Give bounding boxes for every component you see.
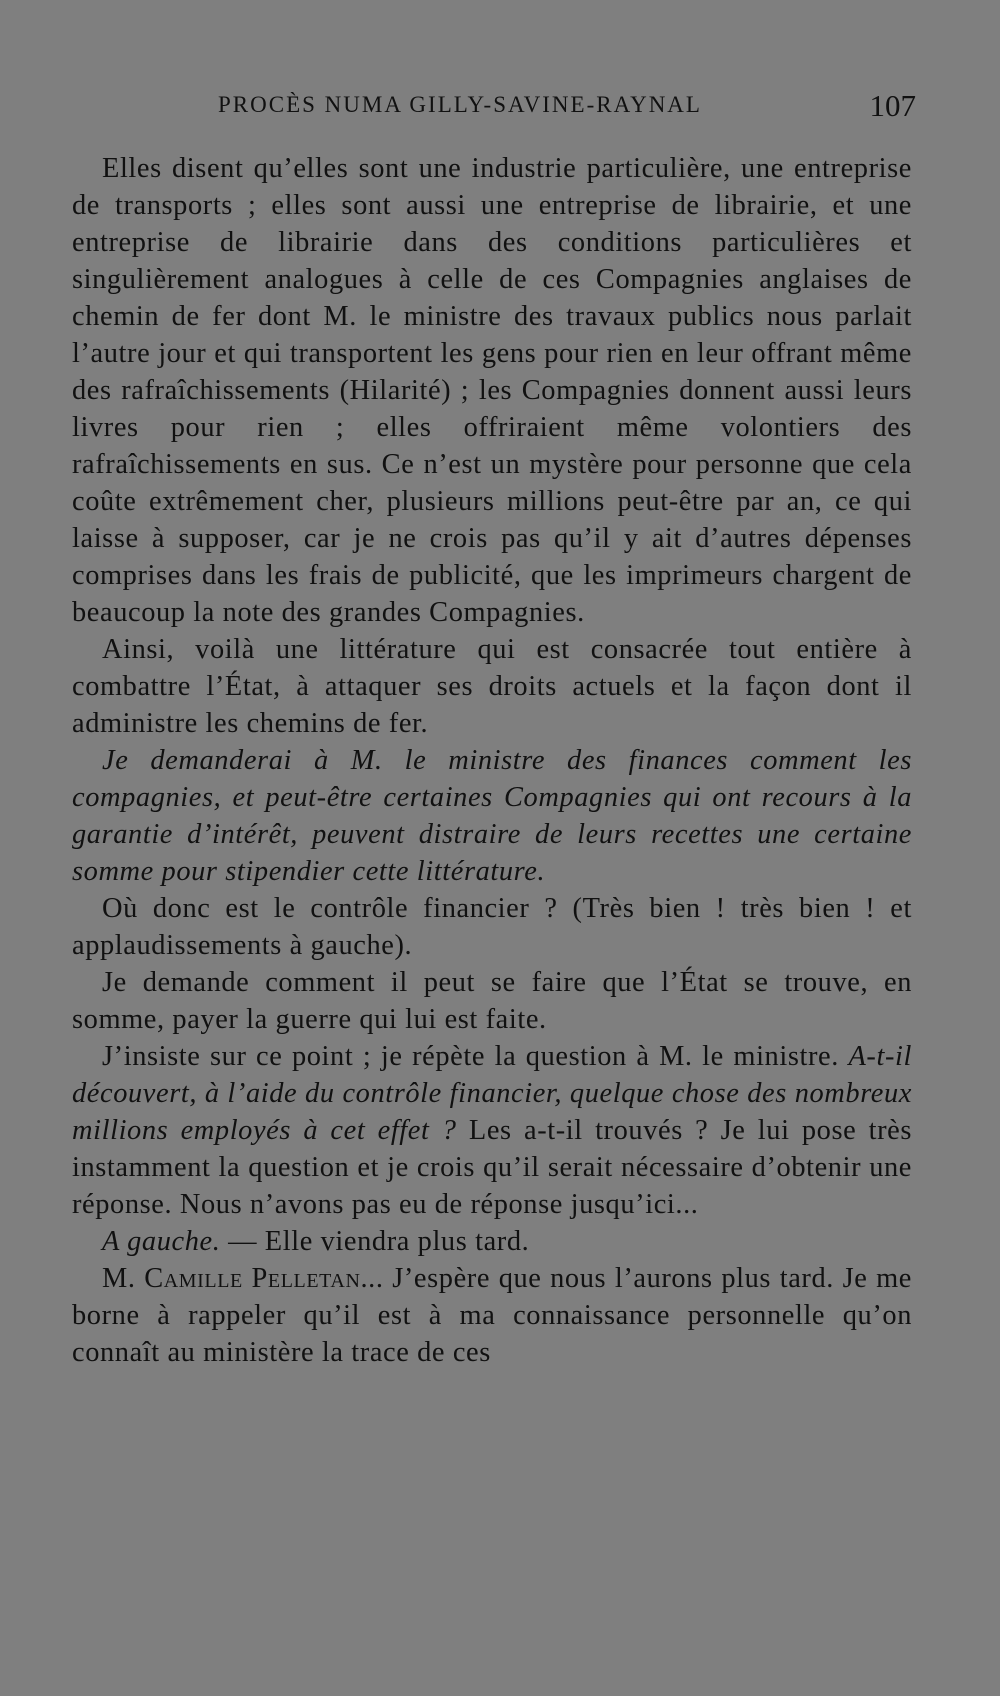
paragraph-1: Elles disent qu’elles sont une industrie particulière, une entreprise de transports ; elles sont aussi une entreprise de librairie, et une entreprise de librairie dans des conditions particulières et singulièrement analogues à celle de ces Compagnies anglaises de chemin de fer dont M. le ministre des travaux publics nous parlait l’autre jour et qui transportent les gens pour rien en leur offrant même des rafraîchissements (Hilarité) ; les Compagnies donnent aussi leurs livres pour rien ; elles offriraient même volontiers des rafraîchissements en sus. Ce n’est un mystère pour personne que cela coûte extrêmement cher, plusieurs millions peut-être par an, ce qui laisse à supposer, car je ne crois pas qu’il y ait d’autres dépenses comprises dans les frais de publicité, que les imprimeurs chargent de beaucoup la note des grandes Compagnies.: [72, 153, 912, 628]
paragraph-8: [72, 1260, 912, 1371]
speaker-name: M. Camille Pelletan...: [102, 1263, 384, 1294]
speaker-text: J’espère que nous l’aurons plus tard. Je me borne à rappeler qu’il est à ma connaissance personnelle qu’on connaît au ministère la trace de ces: [72, 1263, 912, 1368]
paragraph-6-italic: A-t-il découvert, à l’aide du contrôle financier, quelque chose des nombreux millions employés à cet effet ?: [72, 1041, 912, 1146]
paragraph-6-end: Les a-t-il trouvés ? Je lui pose très instamment la question et je crois qu’il serait nécessaire d’obtenir une réponse. Nous n’avons pas eu de réponse jusqu’ici...: [72, 1115, 913, 1220]
interjection-label: A gauche.: [102, 1226, 221, 1257]
paragraph-5: Je demande comment il peut se faire que l’État se trouve, en somme, payer la guerre qui lui est faite.: [72, 967, 912, 1035]
body-text: [72, 150, 912, 1371]
paragraph-6-start: J’insiste sur ce point ; je répète la question à M. le ministre.: [102, 1041, 849, 1072]
interjection-text: — Elle viendra plus tard.: [220, 1226, 530, 1257]
page-number: 107: [869, 88, 916, 123]
paragraph-3: Je demanderai à M. le ministre des finances comment les compagnies, et peut-être certaines Compagnies qui ont recours à la garantie d’intérêt, peuvent distraire de leurs recettes une certaine somme pour stipendier cette littérature.: [72, 745, 912, 887]
page-header: [78, 88, 918, 132]
paragraph-4: Où donc est le contrôle financier ? (Très bien ! très bien ! et applaudissements à gauche).: [72, 893, 912, 961]
paragraph-6: [72, 1038, 912, 1223]
paragraph-7: [72, 1223, 912, 1260]
paragraph-2: Ainsi, voilà une littérature qui est consacrée tout entière à combattre l’État, à attaquer ses droits actuels et la façon dont il administre les chemins de fer.: [72, 634, 912, 739]
running-title: PROCÈS NUMA GILLY-SAVINE-RAYNAL: [218, 92, 702, 117]
